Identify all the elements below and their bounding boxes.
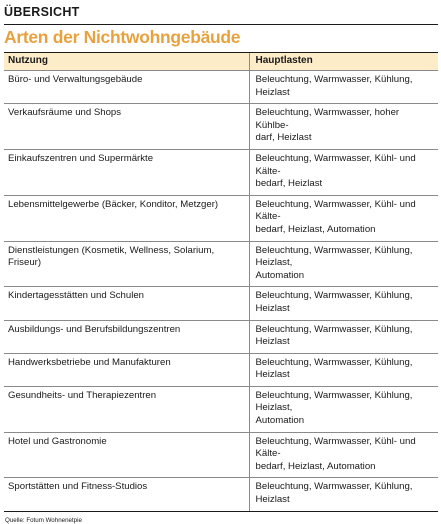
infobox-title: Arten der Nichtwohngebäude	[4, 27, 241, 47]
hauptlasten-line: Automation	[255, 415, 305, 427]
hauptlasten-line: Beleuchtung, Warmwasser, Kühl- und Kälte-	[255, 198, 416, 223]
hauptlasten-line: Beleuchtung, Warmwasser, Kühlung, Heizlast	[255, 356, 413, 381]
table-row	[4, 320, 438, 353]
cell-hauptlasten	[249, 320, 438, 353]
hauptlasten-line: bedarf, Heizlast	[255, 178, 323, 190]
table-body	[4, 71, 438, 512]
cell-hauptlasten	[249, 432, 438, 478]
hauptlasten-line: Beleuchtung, Warmwasser, Kühl- und Kälte-	[255, 435, 416, 460]
hauptlasten-line: Beleuchtung, Warmwasser, Kühlung, Heizlast,	[255, 389, 413, 414]
infobox	[4, 5, 438, 524]
cell-hauptlasten	[249, 241, 438, 287]
hauptlasten-line: bedarf, Heizlast, Automation	[255, 223, 376, 235]
cell-nutzung: Hotel und Gastronomie	[4, 432, 249, 478]
cell-hauptlasten	[249, 353, 438, 386]
source-note: Quelle: Fotum Wohnenetpie	[5, 516, 82, 524]
table-row	[4, 287, 438, 320]
cell-nutzung: Einkaufszentren und Supermärkte	[4, 149, 249, 195]
cell-hauptlasten	[249, 71, 438, 104]
table-row	[4, 241, 438, 287]
table-row	[4, 71, 438, 104]
cell-nutzung: Dienstleistungen (Kosmetik, Wellness, Solarium, Friseur)	[4, 241, 249, 287]
hauptlasten-line: Beleuchtung, Warmwasser, Kühlung, Heizlast,	[255, 244, 413, 269]
hauptlasten-line: Beleuchtung, Warmwasser, Kühlung, Heizlast	[255, 323, 413, 348]
building-types-table	[4, 52, 438, 512]
table-row	[4, 195, 438, 241]
hauptlasten-line: darf, Heizlast	[255, 132, 312, 144]
hauptlasten-line: Beleuchtung, Warmwasser, hoher Kühlbe-	[255, 107, 400, 131]
cell-hauptlasten	[249, 149, 438, 195]
header-hauptlasten: Hauptlasten	[249, 53, 438, 71]
hauptlasten-line: Beleuchtung, Warmwasser, Kühlung, Heizlast	[255, 290, 413, 314]
hauptlasten-line: Automation	[255, 269, 305, 281]
cell-nutzung: Verkaufsräume und Shops	[4, 104, 249, 150]
cell-hauptlasten	[249, 478, 438, 511]
cell-hauptlasten	[249, 195, 438, 241]
cell-nutzung: Handwerksbetriebe und Manufakturen	[4, 353, 249, 386]
cell-hauptlasten	[249, 287, 438, 320]
cell-nutzung: Sportstätten und Fitness-Studios	[4, 478, 249, 511]
hauptlasten-line: Beleuchtung, Warmwasser, Kühlung, Heizlast	[255, 481, 413, 506]
cell-nutzung: Büro- und Verwaltungsgebäude	[4, 71, 249, 104]
table-row	[4, 353, 438, 386]
cell-nutzung: Gesundheits- und Therapiezentren	[4, 386, 249, 432]
cell-nutzung: Ausbildungs- und Berufsbildungszentren	[4, 320, 249, 353]
table-row	[4, 432, 438, 478]
table-row	[4, 478, 438, 511]
cell-nutzung: Kindertagesstätten und Schulen	[4, 287, 249, 320]
cell-hauptlasten	[249, 386, 438, 432]
header-nutzung: Nutzung	[4, 53, 249, 71]
cell-nutzung: Lebensmittelgewerbe (Bäcker, Konditor, Metzger)	[4, 195, 249, 241]
table-header-row	[4, 53, 438, 71]
cell-hauptlasten	[249, 104, 438, 150]
hauptlasten-line: bedarf, Heizlast, Automation	[255, 460, 376, 472]
table-row	[4, 149, 438, 195]
hauptlasten-line: Beleuchtung, Warmwasser, Kühlung, Heizlast	[255, 74, 413, 98]
table-row	[4, 386, 438, 432]
overline-label: ÜBERSICHT	[4, 5, 438, 25]
hauptlasten-line: Beleuchtung, Warmwasser, Kühl- und Kälte-	[255, 152, 416, 177]
table-row	[4, 104, 438, 150]
